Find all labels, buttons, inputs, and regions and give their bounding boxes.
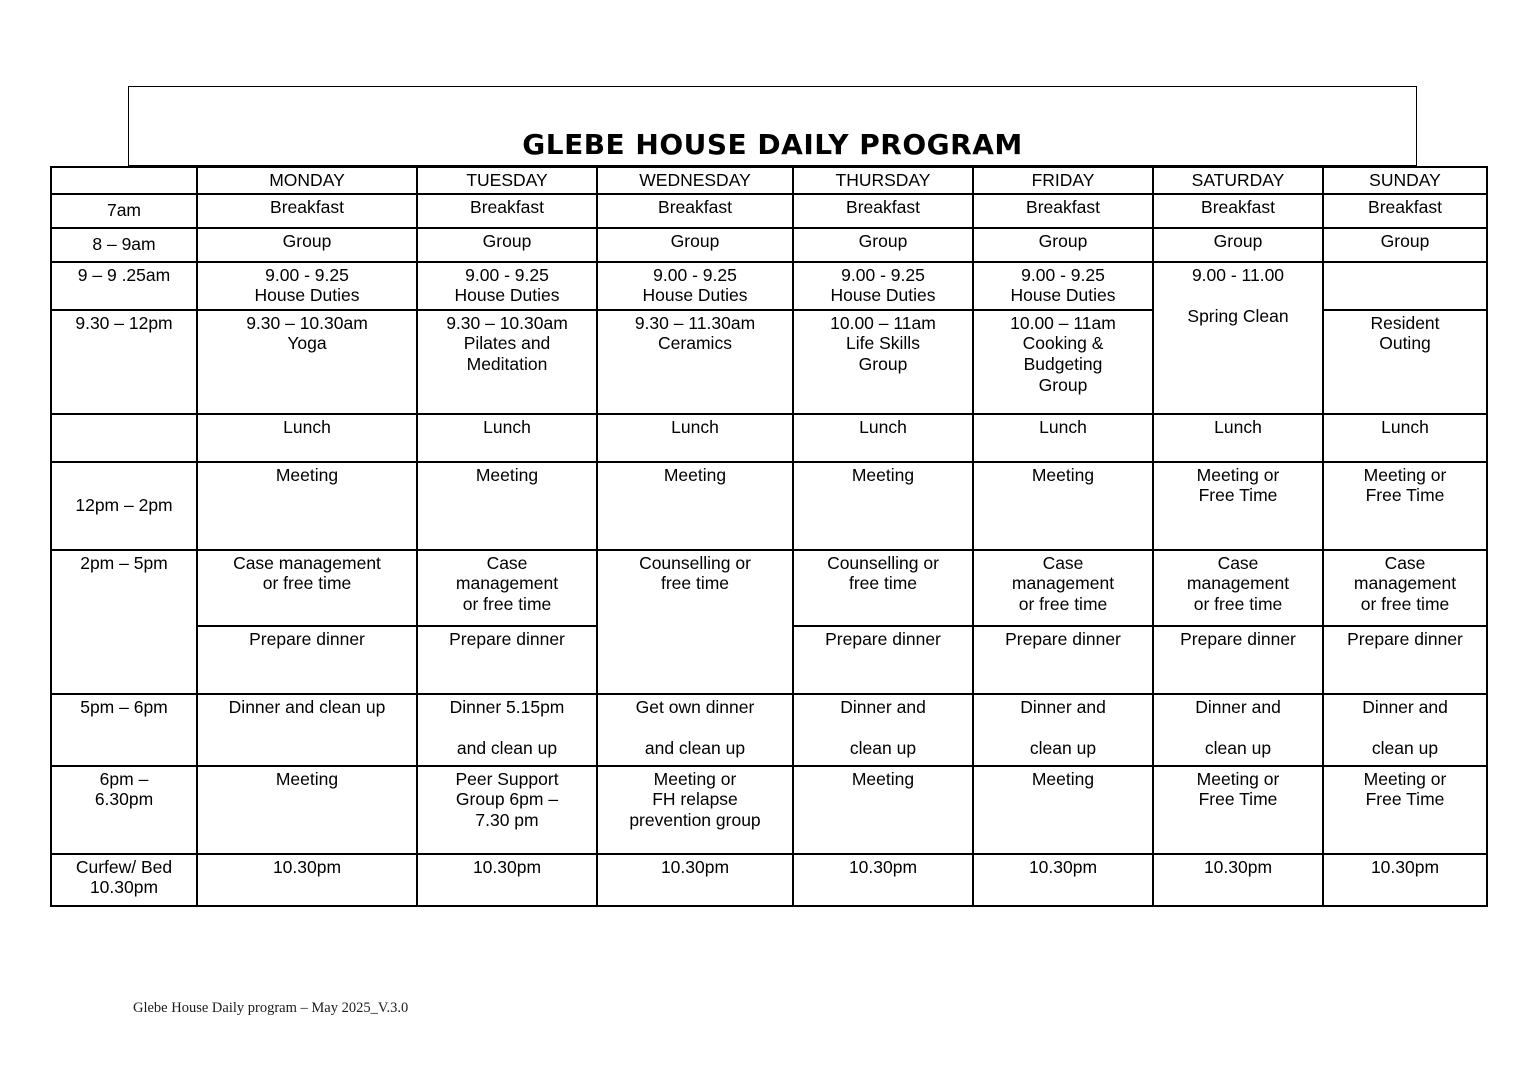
cell-sunday: Meeting or Free Time [1323,766,1487,854]
cell-monday: 9.30 – 10.30am Yoga [197,310,417,414]
cell-friday: 10.00 – 11am Cooking & Budgeting Group [973,310,1153,414]
row-time-label: 5pm – 6pm [51,694,197,766]
table-row [51,854,1487,906]
row-time-label: 9 – 9 .25am [51,262,197,310]
table-row [51,550,1487,626]
cell-wednesday: 10.30pm [597,854,793,906]
cell-friday: Lunch [973,414,1153,462]
cell-tuesday: Prepare dinner [417,626,597,694]
column-header-wednesday: WEDNESDAY [597,167,793,194]
daily-program-table [50,166,1488,907]
title-text-box [128,86,1417,166]
cell-friday: Dinner and clean up [973,694,1153,766]
cell-tuesday: Peer Support Group 6pm – 7.30 pm [417,766,597,854]
cell-monday: Case management or free time [197,550,417,626]
cell-wednesday: Get own dinner and clean up [597,694,793,766]
cell-saturday: Group [1153,228,1323,262]
cell-friday: Breakfast [973,194,1153,228]
row-time-label: 12pm – 2pm [51,462,197,550]
table-row [51,262,1487,310]
cell-monday: Breakfast [197,194,417,228]
cell-wednesday: Meeting or FH relapse prevention group [597,766,793,854]
cell-monday: 10.30pm [197,854,417,906]
column-header-saturday: SATURDAY [1153,167,1323,194]
cell-tuesday: 9.00 - 9.25 House Duties [417,262,597,310]
cell-wednesday: Meeting [597,462,793,550]
cell-monday: Meeting [197,462,417,550]
cell-monday: Meeting [197,766,417,854]
cell-sunday: Breakfast [1323,194,1487,228]
cell-tuesday: Group [417,228,597,262]
cell-sunday: 10.30pm [1323,854,1487,906]
cell-tuesday: Case management or free time [417,550,597,626]
table-row [51,228,1487,262]
schedule-table-container [50,166,1486,907]
cell-monday: Prepare dinner [197,626,417,694]
cell-saturday: 10.30pm [1153,854,1323,906]
cell-saturday: Meeting or Free Time [1153,462,1323,550]
cell-sunday: Prepare dinner [1323,626,1487,694]
table-header-row [51,167,1487,194]
row-time-label: 6pm – 6.30pm [51,766,197,854]
cell-wednesday-counselling: Counselling or free time [597,550,793,694]
cell-sunday: Resident Outing [1323,310,1487,414]
cell-friday: 10.30pm [973,854,1153,906]
column-header-monday: MONDAY [197,167,417,194]
cell-sunday: Dinner and clean up [1323,694,1487,766]
cell-thursday: Breakfast [793,194,973,228]
cell-thursday: Dinner and clean up [793,694,973,766]
cell-saturday: Breakfast [1153,194,1323,228]
cell-saturday: Lunch [1153,414,1323,462]
table-row [51,694,1487,766]
cell-tuesday: Breakfast [417,194,597,228]
cell-tuesday: 10.30pm [417,854,597,906]
cell-saturday: Prepare dinner [1153,626,1323,694]
cell-saturday: Case management or free time [1153,550,1323,626]
cell-thursday: 10.30pm [793,854,973,906]
cell-tuesday: Meeting [417,462,597,550]
table-row [51,462,1487,550]
cell-tuesday: 9.30 – 10.30am Pilates and Meditation [417,310,597,414]
cell-thursday: Prepare dinner [793,626,973,694]
page-title: GLEBE HOUSE DAILY PROGRAM [522,128,1023,161]
cell-thursday: 9.00 - 9.25 House Duties [793,262,973,310]
row-time-label: 9.30 – 12pm [51,310,197,414]
cell-monday: Group [197,228,417,262]
cell-monday: Dinner and clean up [197,694,417,766]
column-header-sunday: SUNDAY [1323,167,1487,194]
cell-thursday: Counselling or free time [793,550,973,626]
cell-tuesday: Dinner 5.15pm and clean up [417,694,597,766]
column-header-time [51,167,197,194]
cell-sunday: Case management or free time [1323,550,1487,626]
cell-wednesday: Lunch [597,414,793,462]
cell-wednesday: 9.00 - 9.25 House Duties [597,262,793,310]
cell-tuesday: Lunch [417,414,597,462]
cell-saturday: Dinner and clean up [1153,694,1323,766]
row-time-label: 7am [51,194,197,228]
column-header-friday: FRIDAY [973,167,1153,194]
document-footer: Glebe House Daily program – May 2025_V.3.0 [133,1000,409,1016]
cell-friday: Meeting [973,766,1153,854]
column-header-thursday: THURSDAY [793,167,973,194]
cell-sunday: Lunch [1323,414,1487,462]
cell-thursday: 10.00 – 11am Life Skills Group [793,310,973,414]
row-time-label: Curfew/ Bed 10.30pm [51,854,197,906]
cell-friday: Meeting [973,462,1153,550]
row-time-label: 8 – 9am [51,228,197,262]
cell-wednesday: 9.30 – 11.30am Ceramics [597,310,793,414]
cell-thursday: Meeting [793,462,973,550]
table-row [51,766,1487,854]
cell-friday: Group [973,228,1153,262]
cell-saturday: Meeting or Free Time [1153,766,1323,854]
table-row [51,194,1487,228]
column-header-tuesday: TUESDAY [417,167,597,194]
cell-monday: 9.00 - 9.25 House Duties [197,262,417,310]
cell-wednesday: Group [597,228,793,262]
cell-saturday-spring-clean: 9.00 - 11.00 Spring Clean [1153,262,1323,414]
cell-sunday: Meeting or Free Time [1323,462,1487,550]
row-time-label [51,414,197,462]
cell-monday: Lunch [197,414,417,462]
cell-friday: Case management or free time [973,550,1153,626]
cell-thursday: Meeting [793,766,973,854]
cell-thursday: Lunch [793,414,973,462]
cell-wednesday: Breakfast [597,194,793,228]
cell-sunday: Group [1323,228,1487,262]
table-row-lunch [51,414,1487,462]
cell-thursday: Group [793,228,973,262]
cell-friday: Prepare dinner [973,626,1153,694]
row-time-label: 2pm – 5pm [51,550,197,694]
cell-sunday [1323,262,1487,310]
cell-friday: 9.00 - 9.25 House Duties [973,262,1153,310]
